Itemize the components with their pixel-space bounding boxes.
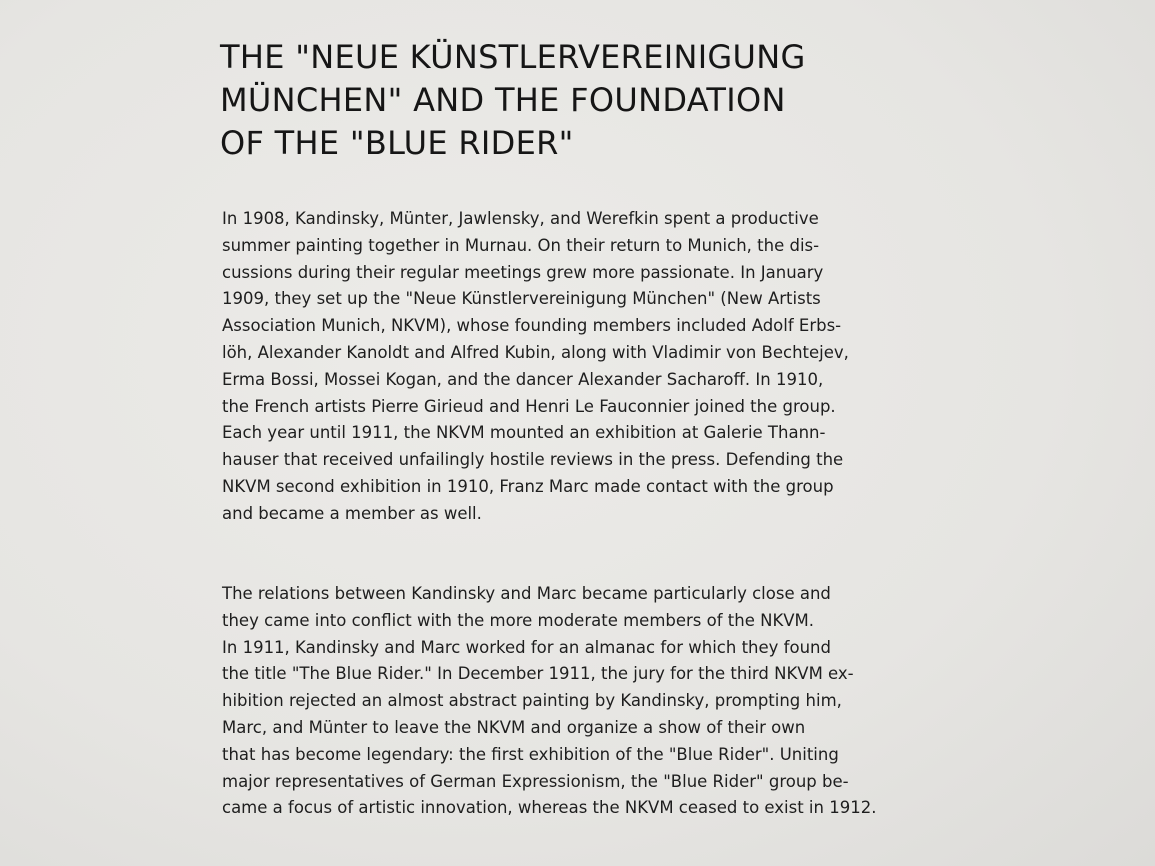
text-line: cussions during their regular meetings grew more passionate. In January [222, 262, 824, 282]
text-line: In 1911, Kandinsky and Marc worked for an almanac for which they found [222, 637, 831, 657]
text-line: they came into conflict with the more moderate members of the NKVM. [222, 610, 815, 630]
text-line: and became a member as well. [222, 503, 482, 523]
text-line: summer painting together in Murnau. On their return to Munich, the dis- [222, 235, 820, 255]
text-line: the French artists Pierre Girieud and Henri Le Fauconnier joined the group. [222, 396, 836, 416]
paragraph-1 [222, 206, 849, 528]
heading-line: OF THE "BLUE RIDER" [220, 124, 574, 162]
text-line: In 1908, Kandinsky, Münter, Jawlensky, and Werefkin spent a productive [222, 209, 819, 228]
text-line: The relations between Kandinsky and Marc became particularly close and [222, 584, 831, 603]
text-line: hauser that received unfailingly hostile reviews in the press. Defending the [222, 450, 844, 470]
text-line: that has become legendary: the first exhibition of the "Blue Rider". Uniting [222, 744, 839, 764]
text-line: hibition rejected an almost abstract painting by Kandinsky, prompting him, [222, 691, 842, 711]
heading-line: THE "NEUE KÜNSTLERVEREINIGUNG [220, 38, 806, 76]
wall-text-panel [220, 36, 940, 818]
heading [220, 36, 940, 165]
text-line: the title "The Blue Rider." In December 1911, the jury for the third NKVM ex- [222, 664, 854, 684]
text-line: 1909, they set up the "Neue Künstlervereinigung München" (New Artists [222, 289, 821, 309]
text-line: Each year until 1911, the NKVM mounted an exhibition at Galerie Thann- [222, 423, 826, 443]
paragraph-2 [222, 581, 876, 822]
text-line: Marc, and Münter to leave the NKVM and organize a show of their own [222, 717, 806, 737]
text-line: löh, Alexander Kanoldt and Alfred Kubin, along with Vladimir von Bechtejev, [222, 342, 849, 362]
text-line: Erma Bossi, Mossei Kogan, and the dancer Alexander Sacharoff. In 1910, [222, 369, 824, 389]
heading-line: MÜNCHEN" AND THE FOUNDATION [220, 81, 786, 119]
text-line: major representatives of German Expressionism, the "Blue Rider" group be- [222, 771, 849, 791]
text-line: NKVM second exhibition in 1910, Franz Marc made contact with the group [222, 476, 834, 496]
text-line: came a focus of artistic innovation, whereas the NKVM ceased to exist in 1912. [222, 798, 877, 818]
text-line: Association Munich, NKVM), whose founding members included Adolf Erbs- [222, 316, 842, 336]
